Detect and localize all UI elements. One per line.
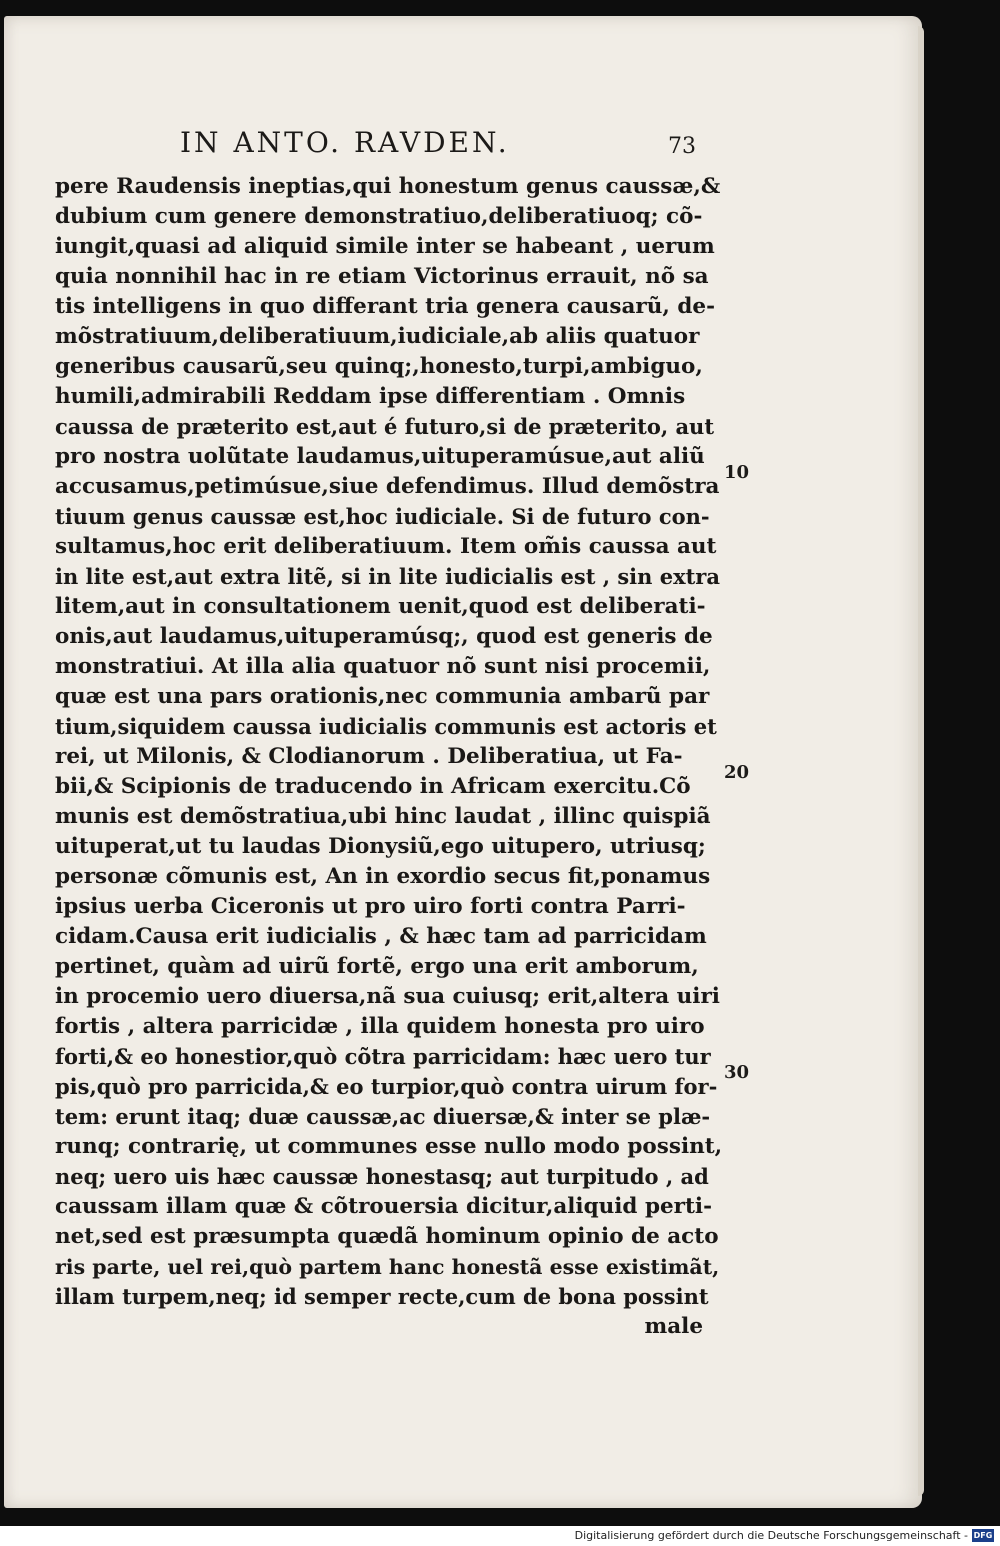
text-line: mõstratiuum,deliberatiuum,iudiciale,ab aliis quatuor bbox=[55, 324, 700, 349]
text-line: in procemio uero diuersa,nã sua cuiusq; erit,altera uiri bbox=[55, 984, 720, 1009]
page-edge bbox=[918, 26, 924, 1496]
text-line: personæ cõmunis est, An in exordio secus fit,ponamus bbox=[55, 864, 711, 889]
text-line: tiuum genus caussæ est,hoc iudiciale. Si de futuro con- bbox=[55, 504, 710, 529]
text-line: pere Raudensis ineptias,qui honestum genus caussæ,& bbox=[55, 174, 721, 199]
text-line: dubium cum genere demonstratiuo,deliberatiuoq; cõ- bbox=[55, 204, 703, 229]
text-line: tem: erunt itaq; duæ caussæ,ac diuersæ,& inter se plæ- bbox=[55, 1104, 711, 1129]
text-line: illam turpem,neq; id semper recte,cum de bona possint bbox=[55, 1284, 709, 1309]
page-number: 73 bbox=[668, 134, 696, 159]
text-line: pertinet, quàm ad uirũ fortẽ, ergo una erit amborum, bbox=[55, 954, 699, 979]
margin-line-number: 20 bbox=[724, 762, 750, 783]
text-line: rei, ut Milonis, & Clodianorum . Deliberatiua, ut Fa- bbox=[55, 744, 683, 769]
text-line: cidam.Causa erit iudicialis , & hæc tam ad parricidam bbox=[55, 924, 707, 949]
text-line: humili,admirabili Reddam ipse differentiam . Omnis bbox=[55, 384, 686, 409]
text-line: quia nonnihil hac in re etiam Victorinus errauit, nõ sa bbox=[55, 264, 709, 289]
text-line: bii,& Scipionis de traducendo in Africam exercitu.Cõ bbox=[55, 774, 691, 799]
text-line: male bbox=[644, 1314, 703, 1339]
dfg-logo-icon: DFG bbox=[973, 1531, 993, 1540]
body-text bbox=[55, 172, 723, 1342]
margin-line-number: 10 bbox=[724, 462, 750, 483]
text-line: runq; contrarię, ut communes esse nullo modo possint, bbox=[55, 1134, 723, 1159]
text-line: ris parte, uel rei,quò partem hanc honestã esse existimãt, bbox=[55, 1255, 720, 1279]
text-line: munis est demõstratiua,ubi hinc laudat , illinc quispiã bbox=[55, 804, 711, 829]
text-line: accusamus,petimúsue,siue defendimus. Illud demõstra bbox=[55, 474, 720, 499]
text-line: uituperat,ut tu laudas Dionysiũ,ego uitupero, utriusq; bbox=[55, 834, 706, 859]
text-line: tium,siquidem caussa iudicialis communis est actoris et bbox=[55, 714, 717, 739]
funding-notice: Digitalisierung gefördert durch die Deutsche Forschungsgemeinschaft - bbox=[574, 1529, 968, 1542]
text-line: forti,& eo honestior,quò cõtra parricidam: hæc uero tur bbox=[55, 1044, 711, 1069]
text-line: tis intelligens in quo differant tria genera causarũ, de- bbox=[55, 294, 716, 319]
text-line: generibus causarũ,seu quinq;,honesto,turpi,ambiguo, bbox=[55, 354, 703, 379]
text-line: pis,quò pro parricida,& eo turpior,quò contra uirum for- bbox=[55, 1074, 718, 1099]
text-line: in lite est,aut extra litẽ, si in lite iudicialis est , sin extra bbox=[55, 564, 720, 589]
text-line: caussam illam quæ & cõtrouersia dicitur,aliquid perti- bbox=[55, 1194, 713, 1219]
running-head: IN ANTO. RAVDEN. bbox=[180, 126, 510, 159]
text-line: litem,aut in consultationem uenit,quod est deliberati- bbox=[55, 594, 706, 619]
text-line: pro nostra uolũtate laudamus,uituperamúsue,aut aliũ bbox=[55, 444, 705, 469]
text-line: onis,aut laudamus,uituperamúsq;, quod est generis de bbox=[55, 624, 713, 649]
text-line: monstratiui. At illa alia quatuor nõ sunt nisi procemii, bbox=[55, 654, 711, 679]
text-line: caussa de præterito est,aut é futuro,si de præterito, aut bbox=[55, 414, 715, 439]
text-line: net,sed est præsumpta quædã hominum opinio de acto bbox=[55, 1224, 719, 1249]
text-line: iungit,quasi ad aliquid simile inter se habeant , uerum bbox=[55, 234, 715, 259]
text-line: ipsius uerba Ciceronis ut pro uiro forti contra Parri- bbox=[55, 894, 686, 919]
text-line: sultamus,hoc erit deliberatiuum. Item om̃is caussa aut bbox=[55, 534, 717, 559]
text-line: neq; uero uis hæc caussæ honestasq; aut turpitudo , ad bbox=[55, 1164, 709, 1189]
text-line: fortis , altera parricidæ , illa quidem honesta pro uiro bbox=[55, 1014, 705, 1039]
footer-bar bbox=[0, 1526, 1000, 1546]
book-page bbox=[4, 16, 922, 1508]
text-line: quæ est una pars orationis,nec communia ambarũ par bbox=[55, 684, 710, 709]
margin-line-number: 30 bbox=[724, 1062, 750, 1083]
